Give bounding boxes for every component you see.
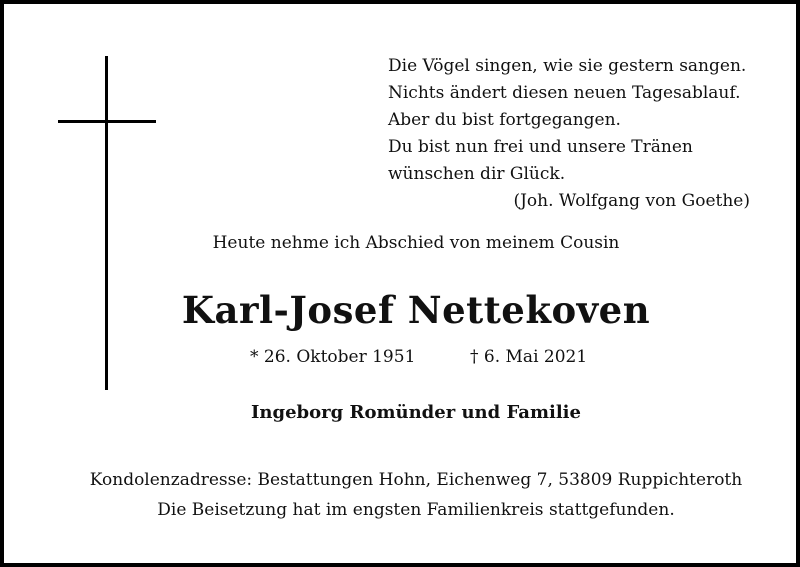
cross-vertical-bar bbox=[105, 56, 108, 390]
death-date: † 6. Mai 2021 bbox=[470, 347, 588, 367]
mourners-names: Ingeborg Romünder und Familie bbox=[251, 402, 581, 423]
birth-date: * 26. Oktober 1951 bbox=[250, 347, 416, 367]
cross-horizontal-bar bbox=[58, 120, 156, 123]
poem-line: wünschen dir Glück. bbox=[388, 164, 566, 184]
poem-line: Aber du bist fortgegangen. bbox=[388, 110, 621, 130]
poem-block bbox=[388, 53, 768, 215]
condolence-address: Kondolenzadresse: Bestattungen Hohn, Eichenweg 7, 53809 Ruppichteroth bbox=[89, 470, 743, 490]
poem-attribution: (Joh. Wolfgang von Goethe) bbox=[513, 191, 750, 211]
poem-line: Du bist nun frei und unsere Tränen bbox=[388, 137, 693, 157]
farewell-intro: Heute nehme ich Abschied von meinem Cousin bbox=[212, 233, 620, 253]
poem-line: Die Vögel singen, wie sie gestern sangen. bbox=[388, 56, 747, 76]
burial-note: Die Beisetzung hat im engsten Familienkreis stattgefunden. bbox=[157, 500, 675, 520]
deceased-name: Karl-Josef Nettekoven bbox=[181, 288, 651, 332]
poem-line: Nichts ändert diesen neuen Tagesablauf. bbox=[388, 83, 741, 103]
